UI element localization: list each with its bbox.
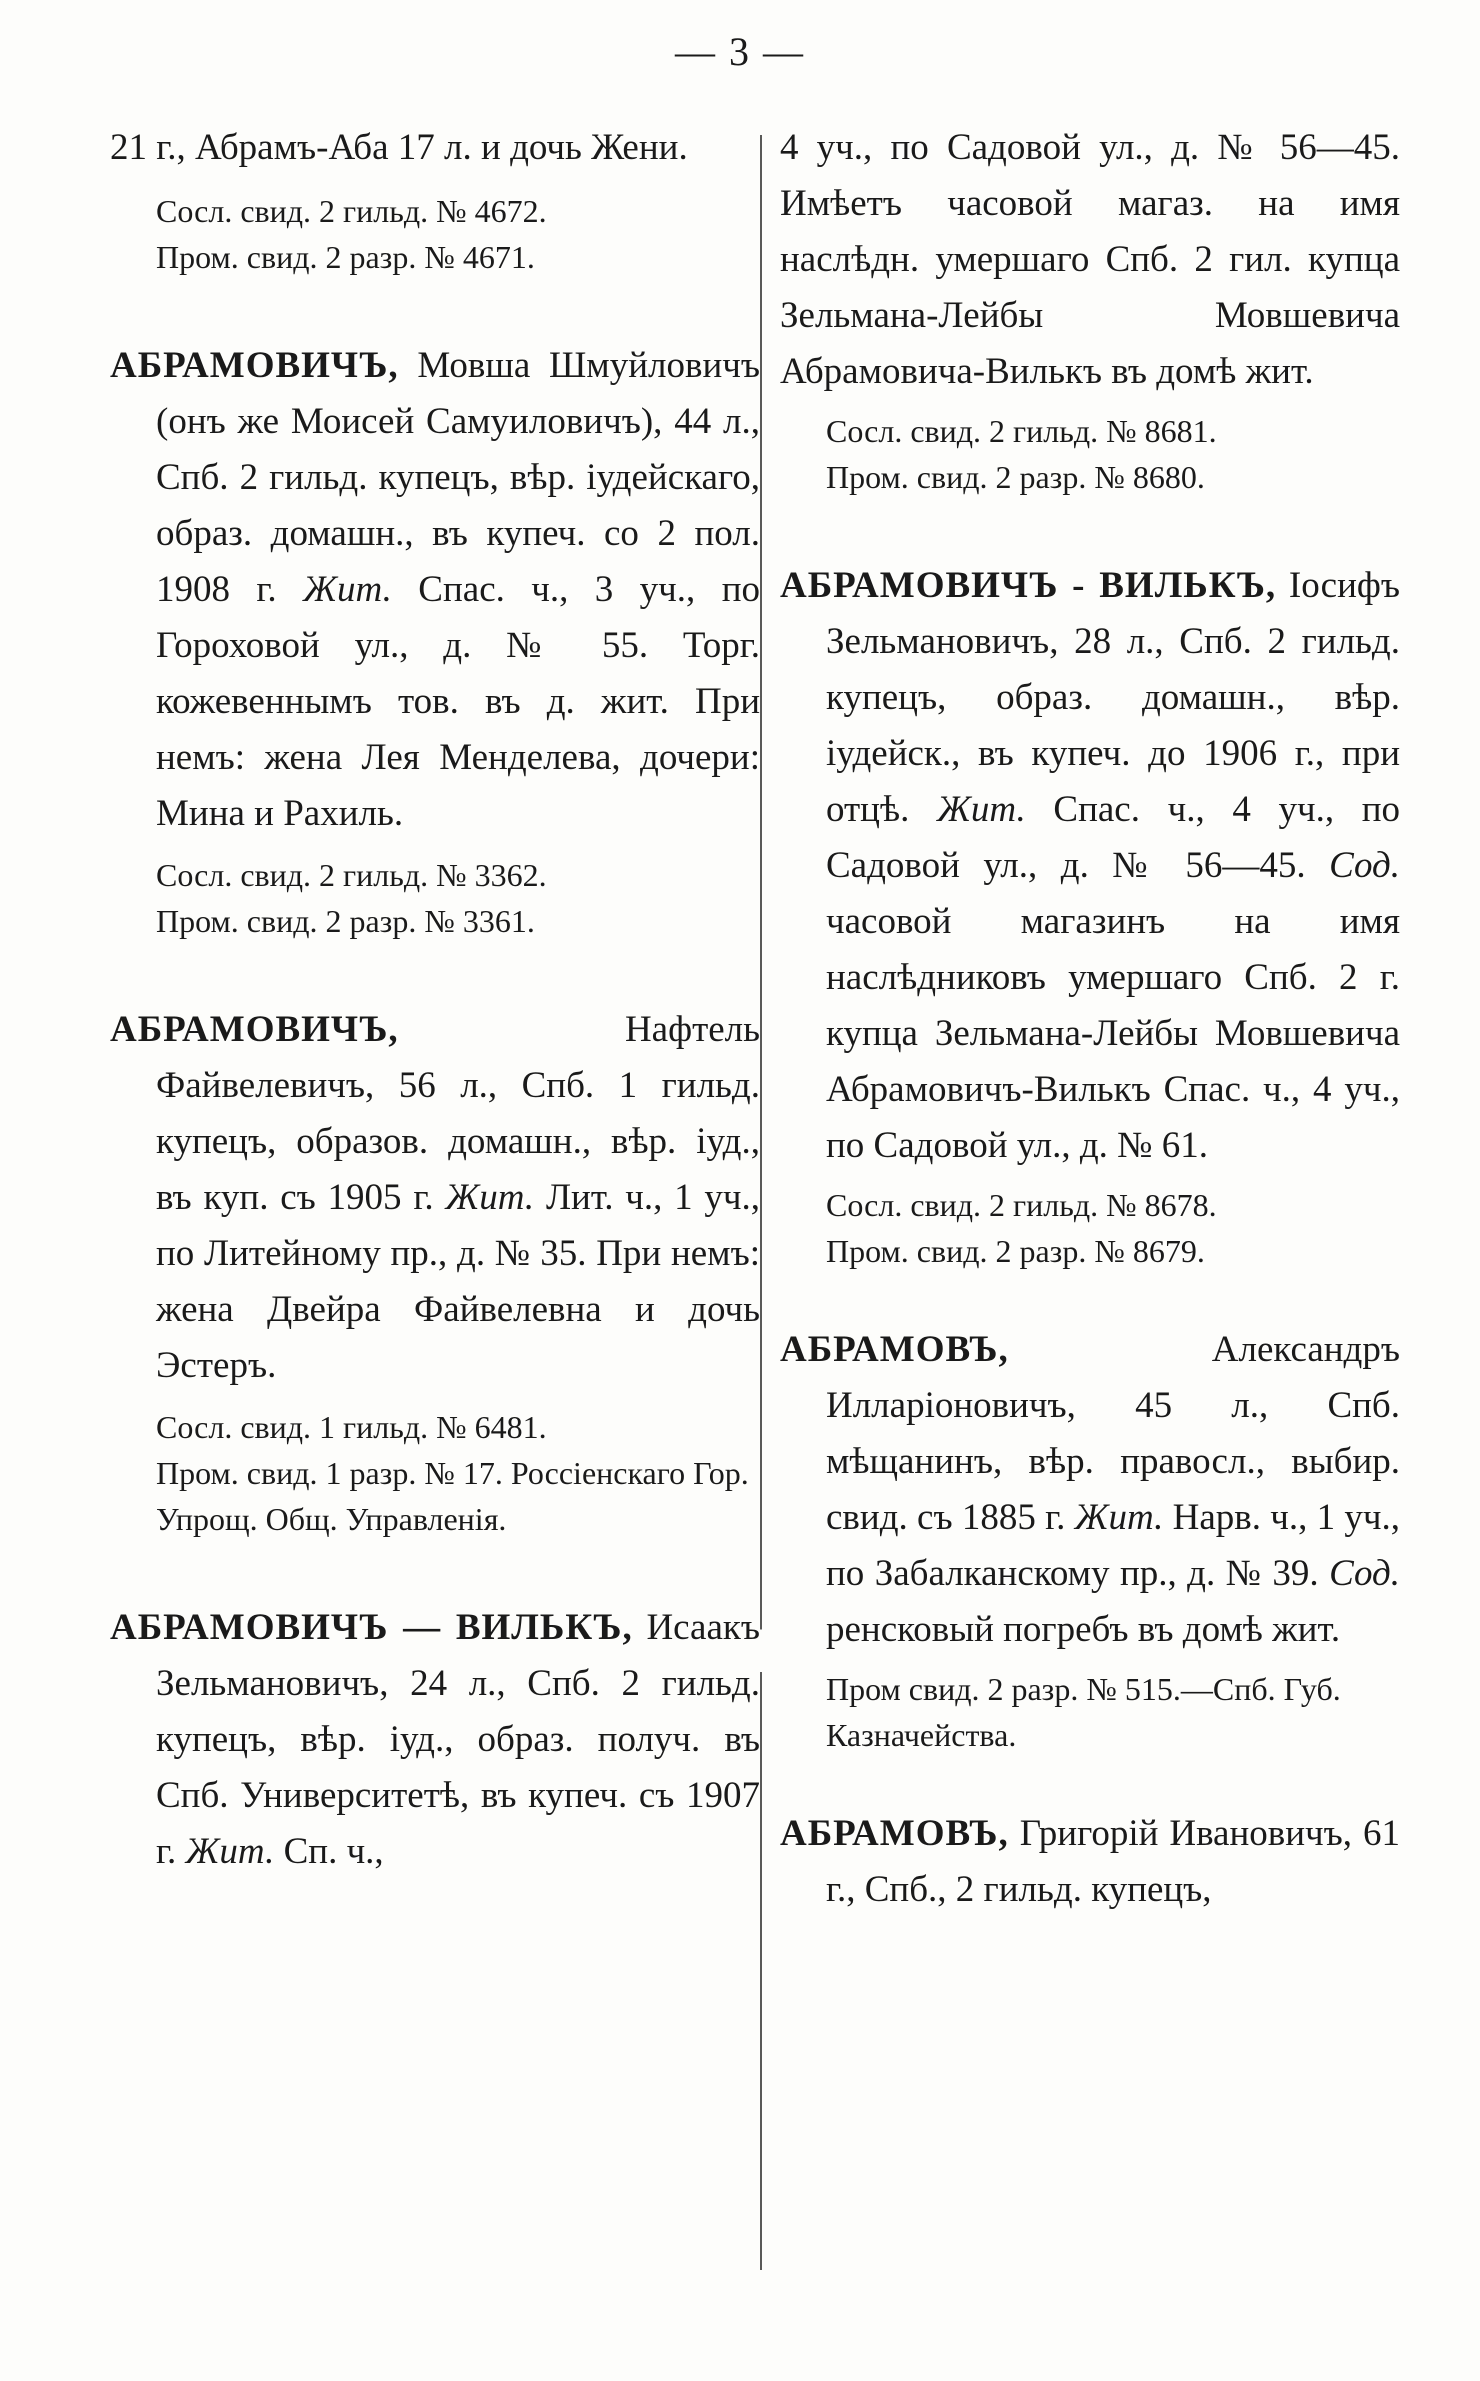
certificate-line: Пром. свид. 1 разр. № 17. Россіенскаго Гор. Упрощ. Общ. Управленія. (156, 1455, 749, 1537)
entry-text (780, 1322, 1400, 1658)
certificate-line: Пром. свид. 2 разр. № 8680. (826, 459, 1205, 495)
entry-details: ренсковый погребъ въ домѣ жит. (826, 1609, 1341, 1650)
entry-details: Григорій Ивановичъ, 61 г., Спб., 2 гильд. купецъ, (826, 1813, 1400, 1910)
entry-details: Сп. ч., (274, 1831, 384, 1872)
directory-entry (110, 338, 760, 944)
certificate-line: Пром. свид. 2 разр. № 3361. (156, 903, 535, 939)
entry-text (780, 558, 1400, 1174)
page-number: — 3 — (675, 29, 805, 74)
directory-entry (780, 1322, 1400, 1758)
certificate-line: Сосл. свид. 2 гильд. № 3362. (156, 857, 547, 893)
continuation-entry (110, 120, 760, 280)
entry-text (110, 338, 760, 842)
entry-surname: АБРАМОВЪ, (780, 1813, 1009, 1854)
certificate-line: Пром свид. 2 разр. № 515.—Спб. Губ. Казначейства. (826, 1671, 1341, 1753)
column-divider (760, 135, 762, 2270)
entry-details: Нафтель Файвелевичъ, 56 л., Спб. 1 гильд. купецъ, образов. домашн., вѣр. іуд., въ куп. съ 1905 г. (156, 1009, 760, 1218)
entry-italic-label: Сод. (1329, 1553, 1400, 1594)
entry-surname: АБРАМОВИЧЪ, (110, 345, 399, 386)
entry-surname: АБРАМОВЪ, (780, 1329, 1009, 1370)
entry-italic-label: Жит. (445, 1177, 535, 1218)
continuation-entry (780, 120, 1400, 500)
entry-text (780, 1806, 1400, 1918)
certificate-line: Сосл. свид. 2 гильд. № 4672. (156, 193, 547, 229)
certificate-line: Сосл. свид. 2 гильд. № 8678. (826, 1187, 1217, 1223)
entry-details: Іосифъ Зельмановичъ, 28 л., Спб. 2 гильд. купецъ, образ. домашн., вѣр. іудейск., въ купеч. до 1906 г., при отцѣ. (826, 565, 1400, 830)
entry-italic-label: Жит. (1074, 1497, 1164, 1538)
certificate-line: Сосл. свид. 1 гильд. № 6481. (156, 1409, 547, 1445)
certificate-line: Сосл. свид. 2 гильд. № 8681. (826, 413, 1217, 449)
entry-italic-label: Жит. (936, 789, 1026, 830)
entry-details: Александръ Илларіоновичъ, 45 л., Спб. мѣщанинъ, вѣр. правосл., выбир. свид. съ 1885 г. (826, 1329, 1400, 1538)
entry-details: Спас. ч., 4 уч., по Садовой ул., д. № 56—45. (826, 789, 1400, 886)
entry-details: Нарв. ч., 1 уч., по Забалканскому пр., д. № 39. (826, 1497, 1400, 1594)
entry-details: Исаакъ Зельмановичъ, 24 л., Спб. 2 гильд. купецъ, вѣр. іуд., образ. получ. въ Спб. Университетѣ, въ купеч. съ 1907 г. (156, 1607, 760, 1872)
entry-surname: АБРАМОВИЧЪ, (110, 1009, 399, 1050)
entry-italic-label: Жит. (303, 569, 392, 610)
entry-text: 4 уч., по Садовой ул., д. № 56—45. Имѣетъ часовой магаз. на имя наслѣдн. умершаго Спб. 2 гил. купца Зельмана-Лейбы Мовшевича Абрамовича-Вилькъ въ домѣ жит. (780, 127, 1400, 392)
entry-text: 21 г., Абрамъ-Аба 17 л. и дочь Жени. (110, 127, 688, 168)
entry-details: Лит. ч., 1 уч., по Литейному пр., д. № 35. При немъ: жена Двейра Файвелевна и дочь Эстеръ. (156, 1177, 760, 1386)
entry-text (110, 1002, 760, 1394)
directory-entry (780, 1806, 1400, 1918)
entry-surname: АБРАМОВИЧЪ — ВИЛЬКЪ, (110, 1607, 633, 1648)
entry-italic-label: Сод. (1329, 845, 1400, 886)
entry-details: Спас. ч., 3 уч., по Гороховой ул., д. № 55. Торг. кожевеннымъ тов. въ д. жит. При немъ: жена Лея Менделева, дочери: Мина и Рахиль. (156, 569, 760, 834)
entry-details: Мовша Шмуйловичъ (онъ же Моисей Самуиловичъ), 44 л., Спб. 2 гильд. купецъ, вѣр. іудейскаго, образ. домашн., въ купеч. со 2 пол. 1908 г. (156, 345, 760, 610)
directory-entry (780, 558, 1400, 1274)
directory-entry (110, 1600, 760, 1880)
certificate-line: Пром. свид. 2 разр. № 4671. (156, 239, 535, 275)
entry-text (110, 1600, 760, 1880)
entry-italic-label: Жит. (185, 1831, 275, 1872)
certificate-line: Пром. свид. 2 разр. № 8679. (826, 1233, 1205, 1269)
directory-entry (110, 1002, 760, 1542)
right-column (780, 120, 1400, 1918)
entry-surname: АБРАМОВИЧЪ - ВИЛЬКЪ, (780, 565, 1277, 606)
entry-details: часовой магазинъ на имя наслѣдниковъ умершаго Спб. 2 г. купца Зельмана-Лейбы Мовшевича Абрамовичъ-Вилькъ Спас. ч., 4 уч., по Садовой ул., д. № 61. (826, 901, 1400, 1166)
left-column (110, 120, 760, 1880)
